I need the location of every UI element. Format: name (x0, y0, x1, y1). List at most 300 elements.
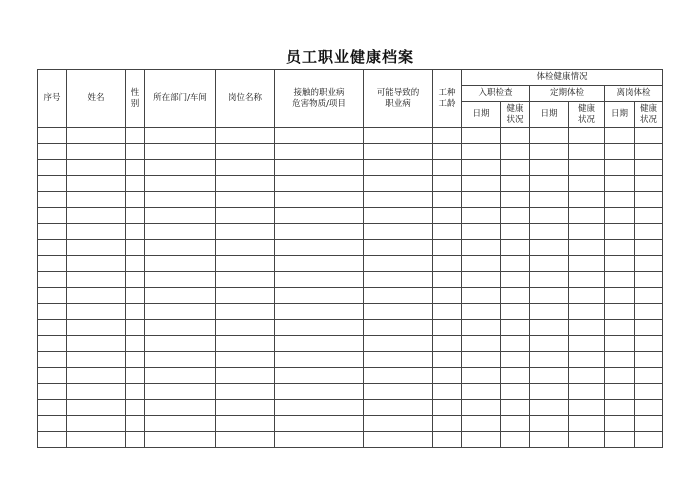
header-seq: 序号 (38, 70, 67, 128)
table-cell (433, 304, 462, 320)
table-cell (501, 192, 530, 208)
table-cell (433, 288, 462, 304)
table-cell (569, 224, 605, 240)
table-row (38, 368, 663, 384)
table-cell (216, 352, 275, 368)
table-cell (364, 320, 433, 336)
table-cell (501, 256, 530, 272)
table-cell (530, 384, 569, 400)
table-cell (501, 208, 530, 224)
table-cell (275, 320, 364, 336)
table-cell (605, 176, 635, 192)
table-row (38, 384, 663, 400)
table-cell (433, 240, 462, 256)
table-cell (126, 432, 145, 448)
table-cell (364, 272, 433, 288)
table-cell (530, 176, 569, 192)
table-cell (275, 304, 364, 320)
table-cell (501, 320, 530, 336)
table-cell (126, 192, 145, 208)
table-cell (433, 176, 462, 192)
table-cell (569, 288, 605, 304)
table-cell (462, 224, 501, 240)
table-cell (569, 320, 605, 336)
table-cell (145, 240, 216, 256)
table-cell (635, 144, 663, 160)
table-cell (364, 416, 433, 432)
table-cell (605, 336, 635, 352)
header-disease: 可能导致的 职业病 (364, 70, 433, 128)
table-cell (216, 176, 275, 192)
table-cell (605, 320, 635, 336)
table-cell (501, 352, 530, 368)
header-health-group: 体检健康情况 (462, 70, 663, 86)
table-cell (569, 400, 605, 416)
table-cell (67, 432, 126, 448)
table-cell (605, 208, 635, 224)
table-row (38, 256, 663, 272)
header-leave-status: 健康 状况 (635, 102, 663, 128)
table-cell (501, 304, 530, 320)
table-cell (635, 160, 663, 176)
table-cell (462, 160, 501, 176)
table-cell (569, 240, 605, 256)
header-periodic-date: 日期 (530, 102, 569, 128)
table-cell (569, 192, 605, 208)
header-leave-date: 日期 (605, 102, 635, 128)
table-cell (275, 192, 364, 208)
table-cell (501, 384, 530, 400)
table-cell (145, 368, 216, 384)
table-cell (38, 416, 67, 432)
table-cell (275, 400, 364, 416)
table-cell (126, 304, 145, 320)
table-cell (67, 416, 126, 432)
table-cell (275, 256, 364, 272)
table-cell (67, 240, 126, 256)
table-cell (364, 224, 433, 240)
table-cell (126, 144, 145, 160)
table-cell (38, 320, 67, 336)
table-cell (67, 320, 126, 336)
table-cell (501, 432, 530, 448)
table-cell (635, 384, 663, 400)
header-entry-status: 健康 状况 (501, 102, 530, 128)
table-cell (275, 336, 364, 352)
table-cell (501, 128, 530, 144)
table-cell (530, 144, 569, 160)
table-cell (67, 384, 126, 400)
table-row (38, 352, 663, 368)
table-cell (635, 224, 663, 240)
table-cell (38, 352, 67, 368)
table-cell (569, 304, 605, 320)
table-cell (364, 208, 433, 224)
table-cell (462, 144, 501, 160)
table-cell (530, 304, 569, 320)
table-cell (635, 432, 663, 448)
table-cell (216, 384, 275, 400)
table-cell (530, 352, 569, 368)
table-cell (67, 144, 126, 160)
table-cell (530, 432, 569, 448)
table-cell (67, 208, 126, 224)
table-cell (569, 272, 605, 288)
table-cell (530, 288, 569, 304)
table-cell (275, 352, 364, 368)
table-cell (67, 160, 126, 176)
table-cell (67, 400, 126, 416)
table-cell (275, 128, 364, 144)
table-cell (275, 176, 364, 192)
table-cell (145, 304, 216, 320)
table-cell (635, 256, 663, 272)
header-department: 所在部门/车间 (145, 70, 216, 128)
table-cell (605, 128, 635, 144)
table-cell (275, 432, 364, 448)
table-cell (501, 400, 530, 416)
table-cell (67, 272, 126, 288)
header-entry-exam: 入职检查 (462, 86, 530, 102)
table-cell (126, 224, 145, 240)
table-cell (635, 320, 663, 336)
table-cell (462, 272, 501, 288)
table-cell (216, 400, 275, 416)
table-cell (364, 336, 433, 352)
table-cell (216, 416, 275, 432)
table-cell (126, 160, 145, 176)
table-cell (67, 256, 126, 272)
table-cell (145, 416, 216, 432)
table-cell (216, 336, 275, 352)
table-cell (126, 368, 145, 384)
table-cell (275, 160, 364, 176)
table-row (38, 320, 663, 336)
table-cell (145, 320, 216, 336)
table-cell (462, 192, 501, 208)
table-cell (145, 128, 216, 144)
table-cell (462, 240, 501, 256)
table-cell (67, 368, 126, 384)
table-cell (462, 128, 501, 144)
table-cell (635, 400, 663, 416)
table-cell (216, 288, 275, 304)
table-cell (38, 368, 67, 384)
table-cell (501, 368, 530, 384)
table-cell (275, 240, 364, 256)
table-cell (635, 368, 663, 384)
table-cell (530, 256, 569, 272)
table-cell (530, 272, 569, 288)
table-cell (364, 368, 433, 384)
table-cell (275, 144, 364, 160)
table-cell (38, 256, 67, 272)
table-cell (275, 272, 364, 288)
table-cell (635, 304, 663, 320)
table-cell (38, 400, 67, 416)
table-cell (635, 288, 663, 304)
table-cell (38, 192, 67, 208)
table-row (38, 288, 663, 304)
table-row (38, 224, 663, 240)
table-cell (569, 176, 605, 192)
table-cell (145, 160, 216, 176)
header-leave-exam: 离岗体检 (605, 86, 663, 102)
table-cell (433, 128, 462, 144)
table-cell (145, 208, 216, 224)
table-cell (462, 336, 501, 352)
header-hazards: 接触的职业病 危害物质/项目 (275, 70, 364, 128)
table-cell (145, 432, 216, 448)
table-cell (126, 352, 145, 368)
table-cell (501, 176, 530, 192)
table-cell (501, 272, 530, 288)
table-cell (145, 384, 216, 400)
table-cell (216, 304, 275, 320)
table-cell (501, 144, 530, 160)
table-cell (635, 128, 663, 144)
table-cell (501, 224, 530, 240)
table-cell (216, 240, 275, 256)
table-cell (126, 272, 145, 288)
table-cell (635, 336, 663, 352)
table-cell (462, 256, 501, 272)
table-cell (569, 256, 605, 272)
table-cell (433, 432, 462, 448)
document-title: 员工职业健康档案 (285, 48, 414, 66)
table-cell (275, 368, 364, 384)
table-cell (530, 336, 569, 352)
header-entry-date: 日期 (462, 102, 501, 128)
table-cell (433, 384, 462, 400)
table-cell (364, 128, 433, 144)
table-cell (605, 416, 635, 432)
table-cell (530, 160, 569, 176)
table-cell (216, 160, 275, 176)
header-periodic-status: 健康 状况 (569, 102, 605, 128)
table-cell (462, 304, 501, 320)
table-row (38, 128, 663, 144)
table-cell (38, 272, 67, 288)
table-cell (462, 368, 501, 384)
table-cell (364, 144, 433, 160)
table-row (38, 416, 663, 432)
table-cell (364, 304, 433, 320)
table-cell (462, 208, 501, 224)
table-cell (216, 432, 275, 448)
table-cell (126, 336, 145, 352)
table-row (38, 208, 663, 224)
table-cell (605, 368, 635, 384)
table-cell (67, 176, 126, 192)
table-cell (462, 352, 501, 368)
table-cell (569, 144, 605, 160)
table-cell (364, 400, 433, 416)
table-cell (145, 336, 216, 352)
table-cell (275, 288, 364, 304)
table-cell (38, 240, 67, 256)
header-periodic-exam: 定期体检 (530, 86, 605, 102)
table-cell (216, 128, 275, 144)
table-cell (530, 240, 569, 256)
table-cell (275, 208, 364, 224)
table-cell (530, 192, 569, 208)
table-cell (433, 192, 462, 208)
table-cell (501, 160, 530, 176)
table-cell (635, 272, 663, 288)
table-cell (145, 352, 216, 368)
table-cell (38, 176, 67, 192)
table-cell (67, 192, 126, 208)
table-cell (126, 240, 145, 256)
table-cell (38, 144, 67, 160)
table-cell (126, 288, 145, 304)
table-cell (433, 336, 462, 352)
table-cell (501, 416, 530, 432)
table-cell (433, 256, 462, 272)
table-cell (605, 352, 635, 368)
table-cell (216, 320, 275, 336)
table-cell (216, 256, 275, 272)
table-cell (605, 224, 635, 240)
table-cell (364, 192, 433, 208)
table-cell (126, 176, 145, 192)
table-cell (569, 384, 605, 400)
table-cell (38, 384, 67, 400)
table-cell (605, 288, 635, 304)
table-cell (216, 208, 275, 224)
table-cell (126, 384, 145, 400)
table-row (38, 272, 663, 288)
header-gender: 性 别 (126, 70, 145, 128)
table-cell (67, 336, 126, 352)
table-cell (275, 384, 364, 400)
table-cell (145, 272, 216, 288)
table-cell (364, 240, 433, 256)
table-cell (38, 288, 67, 304)
table-cell (216, 368, 275, 384)
table-cell (462, 432, 501, 448)
table-cell (433, 160, 462, 176)
table-row (38, 160, 663, 176)
table-row (38, 176, 663, 192)
table-cell (433, 368, 462, 384)
table-cell (126, 256, 145, 272)
table-cell (364, 288, 433, 304)
table-cell (126, 416, 145, 432)
table-cell (364, 176, 433, 192)
table-cell (605, 384, 635, 400)
table-cell (145, 192, 216, 208)
table-cell (530, 208, 569, 224)
table-cell (605, 144, 635, 160)
table-cell (462, 416, 501, 432)
table-cell (635, 208, 663, 224)
table-cell (145, 288, 216, 304)
table-cell (635, 240, 663, 256)
table-cell (145, 224, 216, 240)
table-cell (216, 224, 275, 240)
table-cell (67, 304, 126, 320)
table-cell (605, 432, 635, 448)
table-cell (38, 336, 67, 352)
table-cell (126, 208, 145, 224)
table-cell (433, 320, 462, 336)
table-cell (433, 416, 462, 432)
table-cell (569, 336, 605, 352)
table-cell (605, 240, 635, 256)
table-cell (605, 400, 635, 416)
table-cell (569, 432, 605, 448)
table-cell (67, 128, 126, 144)
table-cell (145, 400, 216, 416)
table-row (38, 240, 663, 256)
table-cell (569, 160, 605, 176)
table-cell (530, 400, 569, 416)
table-cell (38, 160, 67, 176)
table-cell (569, 368, 605, 384)
table-cell (126, 320, 145, 336)
table-cell (126, 128, 145, 144)
header-row (38, 70, 663, 86)
table-cell (635, 352, 663, 368)
table-cell (67, 224, 126, 240)
table-cell (530, 416, 569, 432)
table-cell (462, 288, 501, 304)
table-cell (635, 176, 663, 192)
table-cell (38, 128, 67, 144)
table-cell (433, 208, 462, 224)
table-row (38, 192, 663, 208)
header-worktype: 工种 工龄 (433, 70, 462, 128)
table-cell (364, 256, 433, 272)
table-cell (501, 240, 530, 256)
table-cell (126, 400, 145, 416)
table-cell (364, 352, 433, 368)
table-cell (569, 416, 605, 432)
table-cell (530, 128, 569, 144)
table-cell (501, 336, 530, 352)
table-cell (67, 352, 126, 368)
table-cell (364, 432, 433, 448)
table-cell (216, 192, 275, 208)
table-cell (569, 208, 605, 224)
table-cell (501, 288, 530, 304)
table-cell (38, 208, 67, 224)
table-cell (433, 144, 462, 160)
table-cell (605, 192, 635, 208)
table-cell (433, 272, 462, 288)
table-cell (216, 272, 275, 288)
table-cell (145, 144, 216, 160)
table-cell (462, 176, 501, 192)
table-cell (530, 368, 569, 384)
table-cell (569, 352, 605, 368)
table-cell (605, 272, 635, 288)
table-cell (275, 224, 364, 240)
table-cell (605, 304, 635, 320)
table-row (38, 336, 663, 352)
table-cell (462, 384, 501, 400)
table-cell (635, 416, 663, 432)
table-cell (462, 320, 501, 336)
table-row (38, 304, 663, 320)
table-cell (145, 176, 216, 192)
table-row (38, 400, 663, 416)
table-cell (216, 144, 275, 160)
table-cell (635, 192, 663, 208)
table-cell (145, 256, 216, 272)
